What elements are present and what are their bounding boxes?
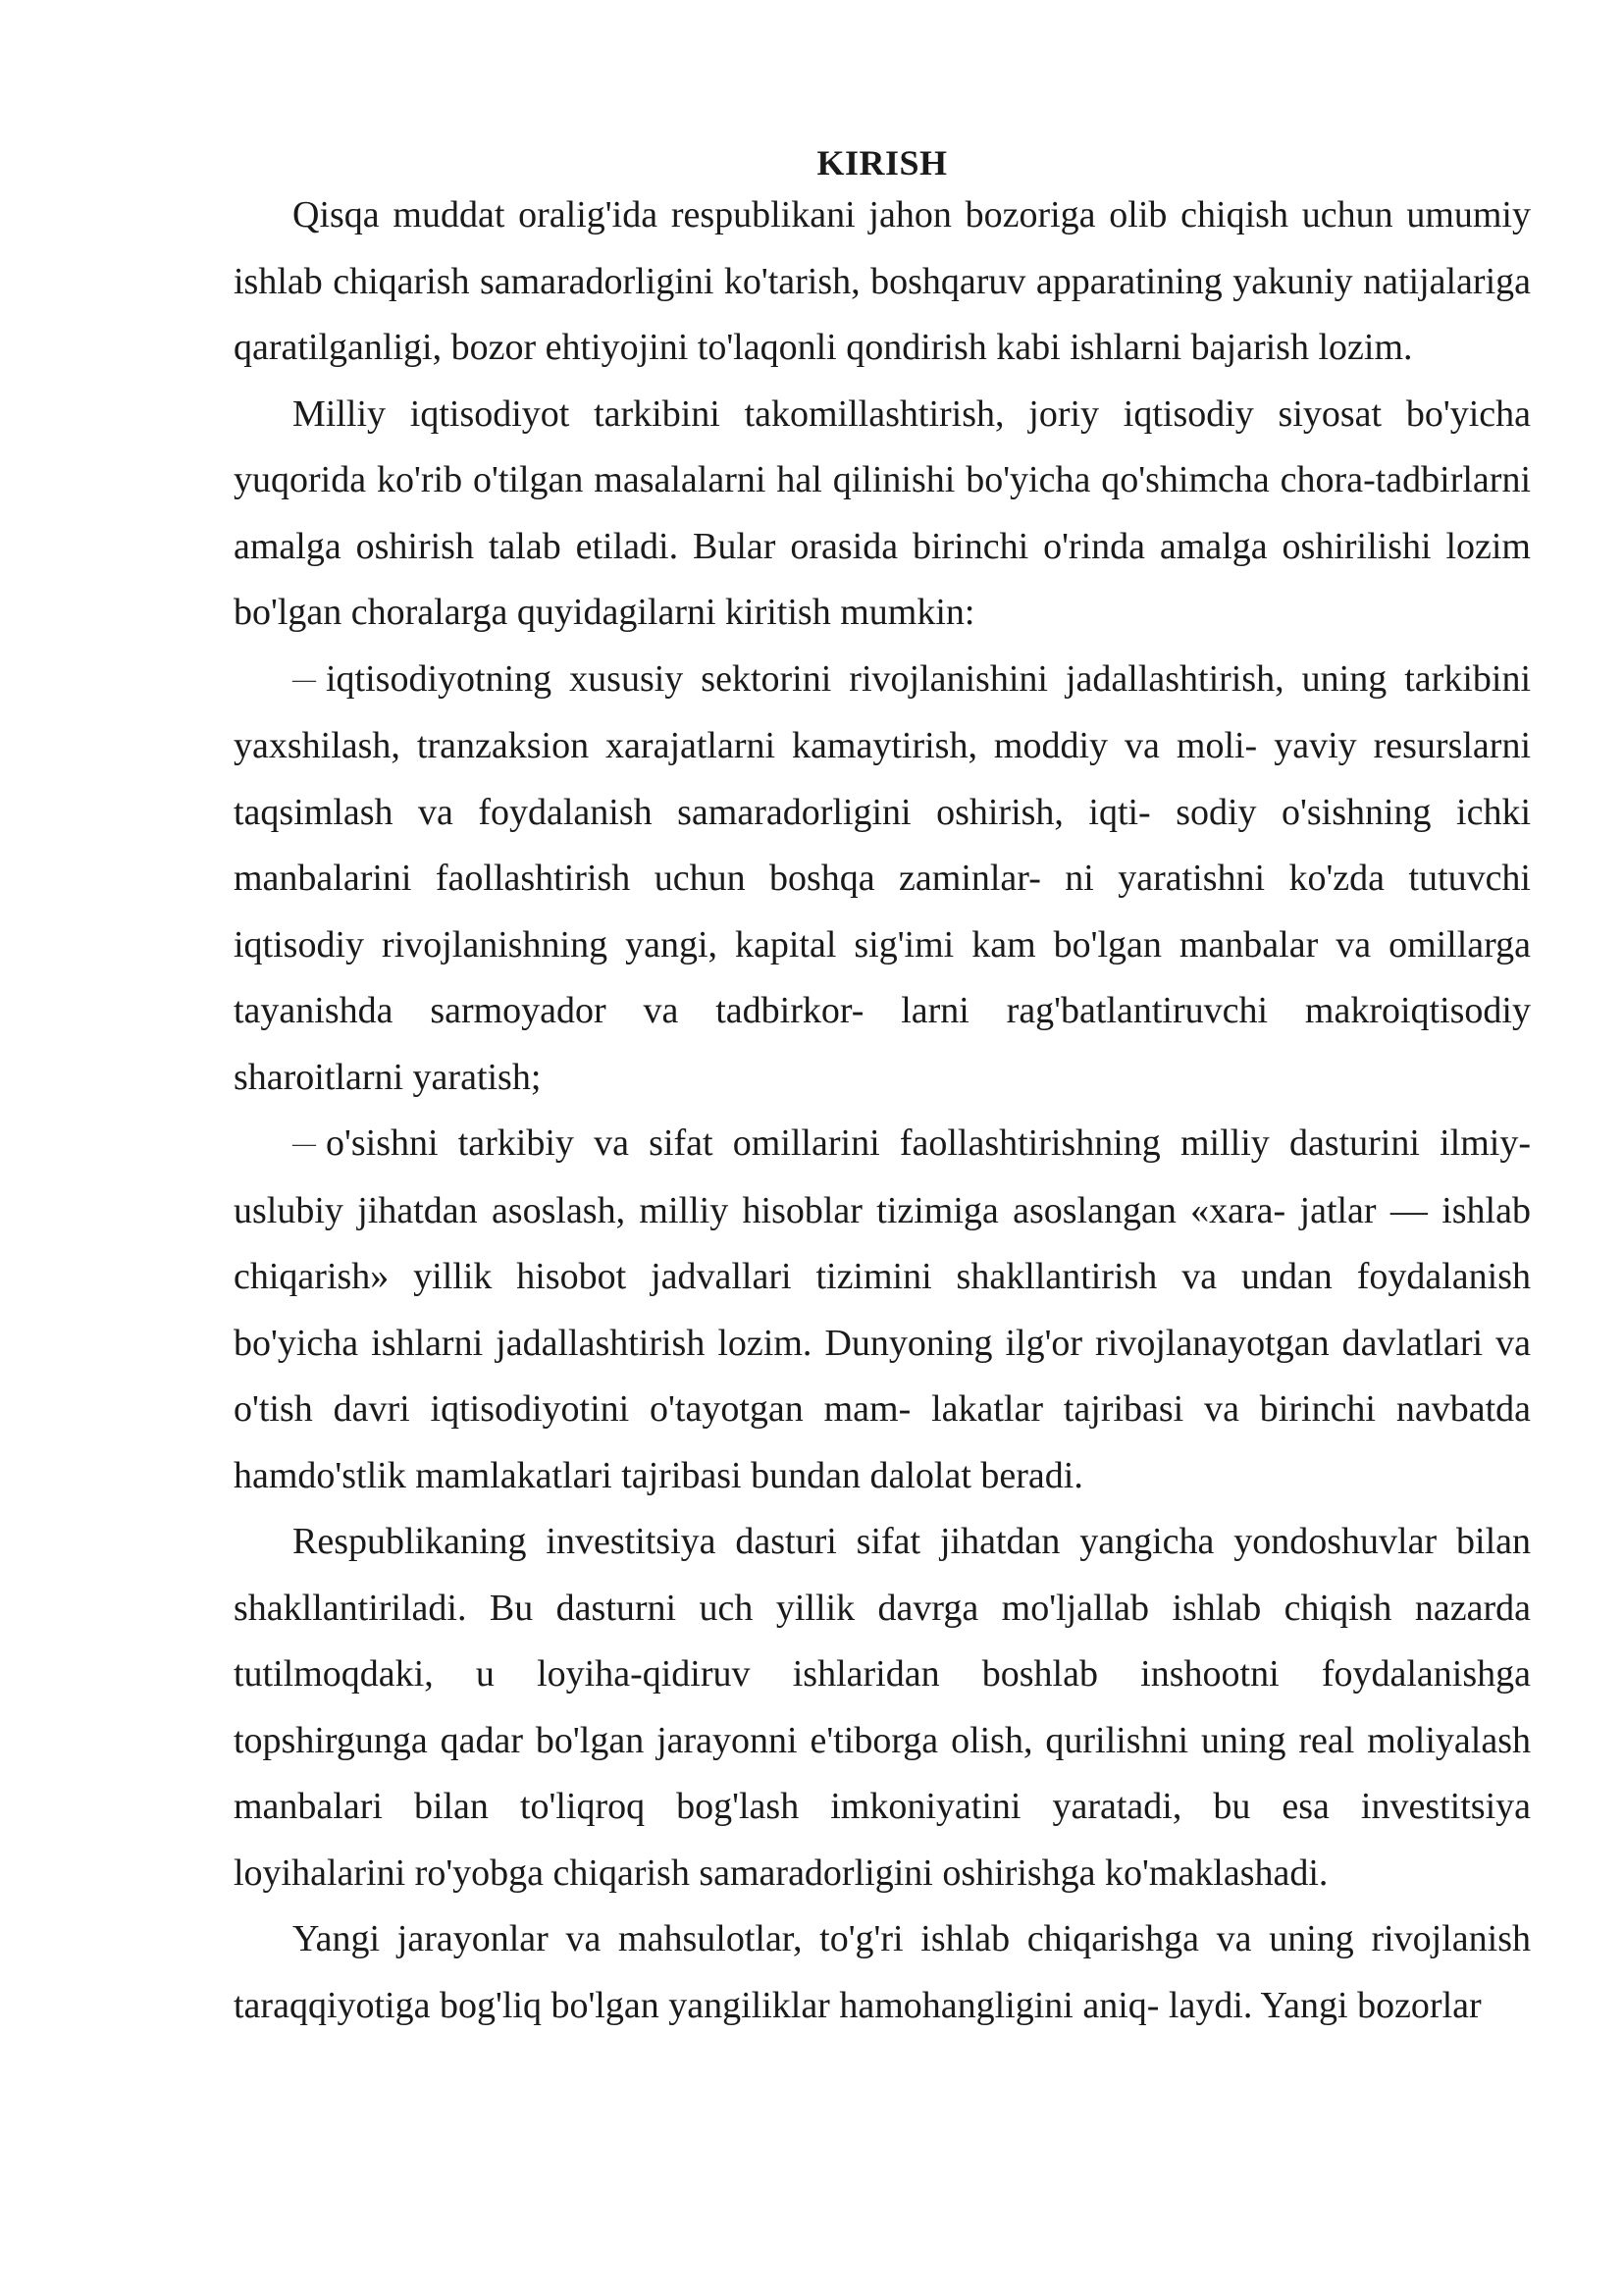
- paragraph-1: Qisqa muddat oralig'ida respublikani jahon bozoriga olib chiqish uchun umumiy ishlab chiqarish samaradorligini ko'tarish, boshqaruv apparatining yakuniy natijalariga qaratilganligi, bozor ehtiyojini to'laqonli qondirish kabi ishlarni bajarish lozim.: [234, 194, 1531, 368]
- bullet-text-2: o'sishni tarkibiy va sifat omillarini faollashtirishning milliy dasturini ilmiy-uslubiy jihatdan asoslash, milliy hisoblar tizimiga asoslangan «xara- jatlar — ishlab chiqarish» yillik hisobot jadvallari tizimini shakllantirish va undan foydalanish bo'yicha ishlarni jadallashtirish lozim. Dunyoning ilg'or rivojlanayotgan davlatlari va o'tish davri iqtisodiyotini o'tayotgan mam- lakatlar tajribasi va birinchi navbatda hamdo'stlik mamlakatlari tajribasi bundan dalolat beradi.: [234, 1122, 1531, 1496]
- bullet-paragraph-1: [234, 647, 1531, 1112]
- paragraph-5: Respublikaning investitsiya dasturi sifat jihatdan yangicha yondoshuvlar bilan shakllantiriladi. Bu dasturni uch yillik davrga mo'ljallab ishlab chiqish nazarda tutilmoqdaki, u loyiha-qidiruv ishlaridan boshlab inshootni foydalanishga topshirgunga qadar bo'lgan jarayonni e'tiborga olish, qurilishni uning real moliyalash manbalari bilan to'liqroq bog'lash imkoniyatini yaratadi, bu esa investitsiya loyihalarini ro'yobga chiqarish samaradorligini oshirishga ko'maklashadi.: [234, 1521, 1531, 1894]
- page-title: KIRISH: [816, 143, 948, 183]
- bullet-dash: —: [292, 666, 316, 693]
- bullet-paragraph-2: [234, 1111, 1531, 1509]
- bullet-text-1: iqtisodiyotning xususiy sektorini rivojlanishini jadallashtirish, uning tarkibini yaxshilash, tranzaksion xarajatlarni kamaytirish, moddiy va moli- yaviy resurslarni taqsimlash va foydalanish samaradorligini oshirish, iqti- sodiy o'sishning ichki manbalarini faollashtirish uchun boshqa zaminlar- ni yaratishni ko'zda tutuvchi iqtisodiy rivojlanishning yangi, kapital sig'imi kam bo'lgan manbalar va omillarga tayanishda sarmoyador va tadbirkor- larni rag'batlantiruvchi makroiqtisodiy sharoitlarni yaratish;: [234, 657, 1531, 1098]
- bullet-dash: —: [292, 1131, 316, 1157]
- paragraph-2: Milliy iqtisodiyot tarkibini takomillashtirish, joriy iqtisodiy siyosat bo'yicha yuqorida ko'rib o'tilgan masalalarni hal qilinishi bo'yicha qo'shimcha chora-tadbirlarni amalga oshirish talab etiladi. Bular orasida birinchi o'rinda amalga oshirilishi lozim bo'lgan choralarga quyidagilarni kiritish mumkin:: [234, 392, 1531, 633]
- paragraph-6: Yangi jarayonlar va mahsulotlar, to'g'ri ishlab chiqarishga va uning rivojlanish taraqqiyotiga bog'liq bo'lgan yangiliklar hamohangligini aniq- laydi. Yangi bozorlar: [234, 1918, 1531, 2026]
- document-body: [234, 137, 1531, 2039]
